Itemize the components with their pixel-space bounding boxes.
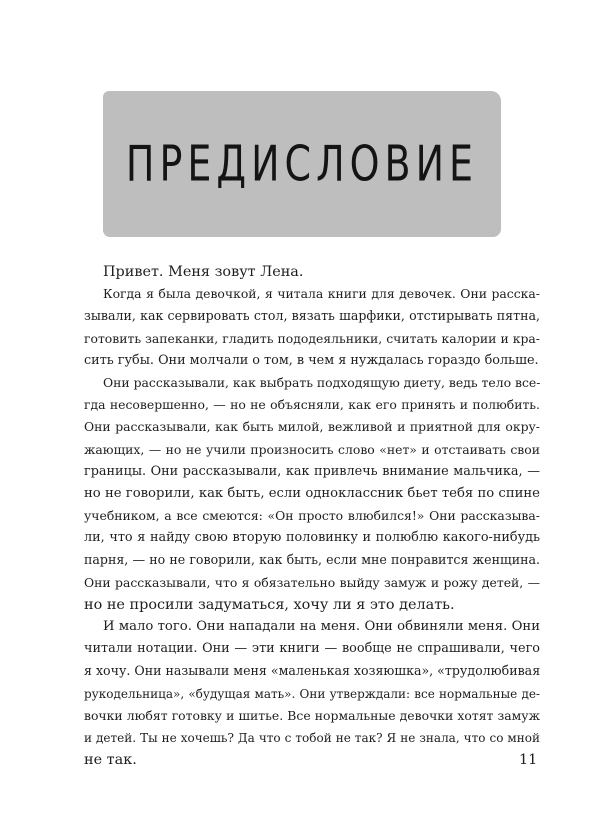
paragraph (84, 283, 540, 372)
text-line: не так. (84, 752, 137, 769)
text-line: Привет. Меня зовут Лена. (103, 264, 304, 280)
text-line: парня, — но не говорили, как быть, если мне понравится женщина. (84, 552, 540, 568)
text-line: И мало того. Они нападали на меня. Они обвиняли меня. Они (103, 619, 540, 634)
text-line: Когда я была девочкой, я читала книги для девочек. Они расска- (103, 286, 540, 302)
body-text (84, 261, 540, 771)
paragraph (84, 372, 540, 616)
text-line: но не просили задуматься, хочу ли я это делать. (84, 596, 455, 613)
text-line: Они рассказывали, что я обязательно выйду замуж и рожу детей, — (84, 574, 540, 590)
text-line: Они рассказывали, как быть милой, вежливой и приятной для окру- (84, 419, 540, 435)
text-line: я хочу. Они называли меня «маленькая хозяюшка», «трудолюбивая (84, 663, 541, 679)
page-number: 11 (519, 752, 538, 768)
text-line: границы. Они рассказывали, как привлечь внимание мальчика, — (84, 463, 540, 479)
paragraph (84, 616, 540, 771)
text-line: рукодельница», «будущая мать». Они утверждали: все нормальные де- (84, 686, 540, 701)
text-line: Они рассказывали, как выбрать подходящую диету, ведь тело все- (103, 374, 541, 390)
text-line: ли, что я найду свою вторую половинку и полюблю какого-нибудь (84, 530, 540, 546)
text-line: жающих, — но не учили произносить слово «нет» и отстаивать свои (84, 441, 540, 457)
text-line: и детей. Ты не хочешь? Да что с тобой не так? Я не знала, что со мной (84, 730, 540, 745)
text-line: зывали, как сервировать стол, вязать шарфики, отстирывать пятна, (84, 308, 540, 324)
chapter-heading-box (103, 91, 501, 237)
text-line: готовить запеканки, гладить пододеяльники, считать калории и кра- (84, 330, 540, 346)
text-line: гда несовершенно, — но не объясняли, как его принять и полюбить. (84, 397, 540, 413)
text-line: сить губы. Они молчали о том, в чем я нуждалась гораздо больше. (84, 352, 539, 368)
text-line: читали нотации. Они — эти книги — вообще не спрашивали, чего (84, 641, 540, 657)
chapter-title: ПРЕДИСЛОВИЕ (125, 135, 479, 193)
text-line: но не говорили, как быть, если одноклассник бьет тебя по спине (84, 485, 540, 501)
paragraph (84, 261, 540, 283)
text-line: учебником, а все смеются: «Он просто влюбился!» Они рассказыва- (84, 508, 540, 524)
text-line: вочки любят готовку и шитье. Все нормальные девочки хотят замуж (84, 707, 540, 723)
